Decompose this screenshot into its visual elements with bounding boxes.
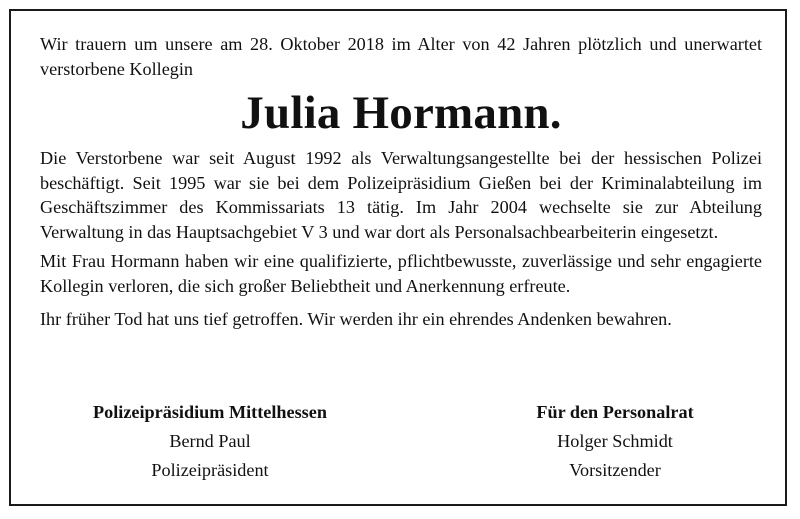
deceased-name: Julia Hormann. [240, 87, 562, 139]
signer-role: Vorsitzender [569, 460, 661, 480]
biography-text: Die Verstorbene war seit August 1992 als Verwaltungsangestellte bei der hessischen Polizei beschäftigt. Seit 1995 war sie bei dem Polizeipräsidium Gießen bei der Kriminalabteilung im Geschäftszimmer des Kommissariats 13 tätig. Im Jahr 2004 wechselte sie zur Abteilung Verwaltung in das Hauptsachgebiet V 3 und war dort als Personalsachbearbeiterin eingesetzt. [40, 148, 762, 242]
intro-text: Wir trauern um unsere am 28. Oktober 2018 im Alter von 42 Jahren plötzlich und unerwartet verstorbene Kollegin [40, 34, 762, 79]
closing-text: Ihr früher Tod hat uns tief getroffen. Wir werden ihr ein ehrendes Andenken bewahren. [40, 309, 672, 329]
notice-body [40, 32, 762, 332]
signer-role: Polizeipräsident [151, 460, 269, 480]
signer-police-headquarters [60, 398, 360, 485]
signer-person: Holger Schmidt [557, 431, 673, 451]
signer-person: Bernd Paul [169, 431, 251, 451]
signatures [0, 398, 800, 488]
signer-organization: Für den Personalrat [536, 402, 694, 422]
tribute-text: Mit Frau Hormann haben wir eine qualifizierte, pflichtbewusste, zuverlässige und sehr engagierte Kollegin verloren, die sich großer Beliebtheit und Anerkennung erfreute. [40, 251, 762, 296]
signer-organization: Polizeipräsidium Mittelhessen [93, 402, 327, 422]
signer-staff-council [470, 398, 760, 485]
